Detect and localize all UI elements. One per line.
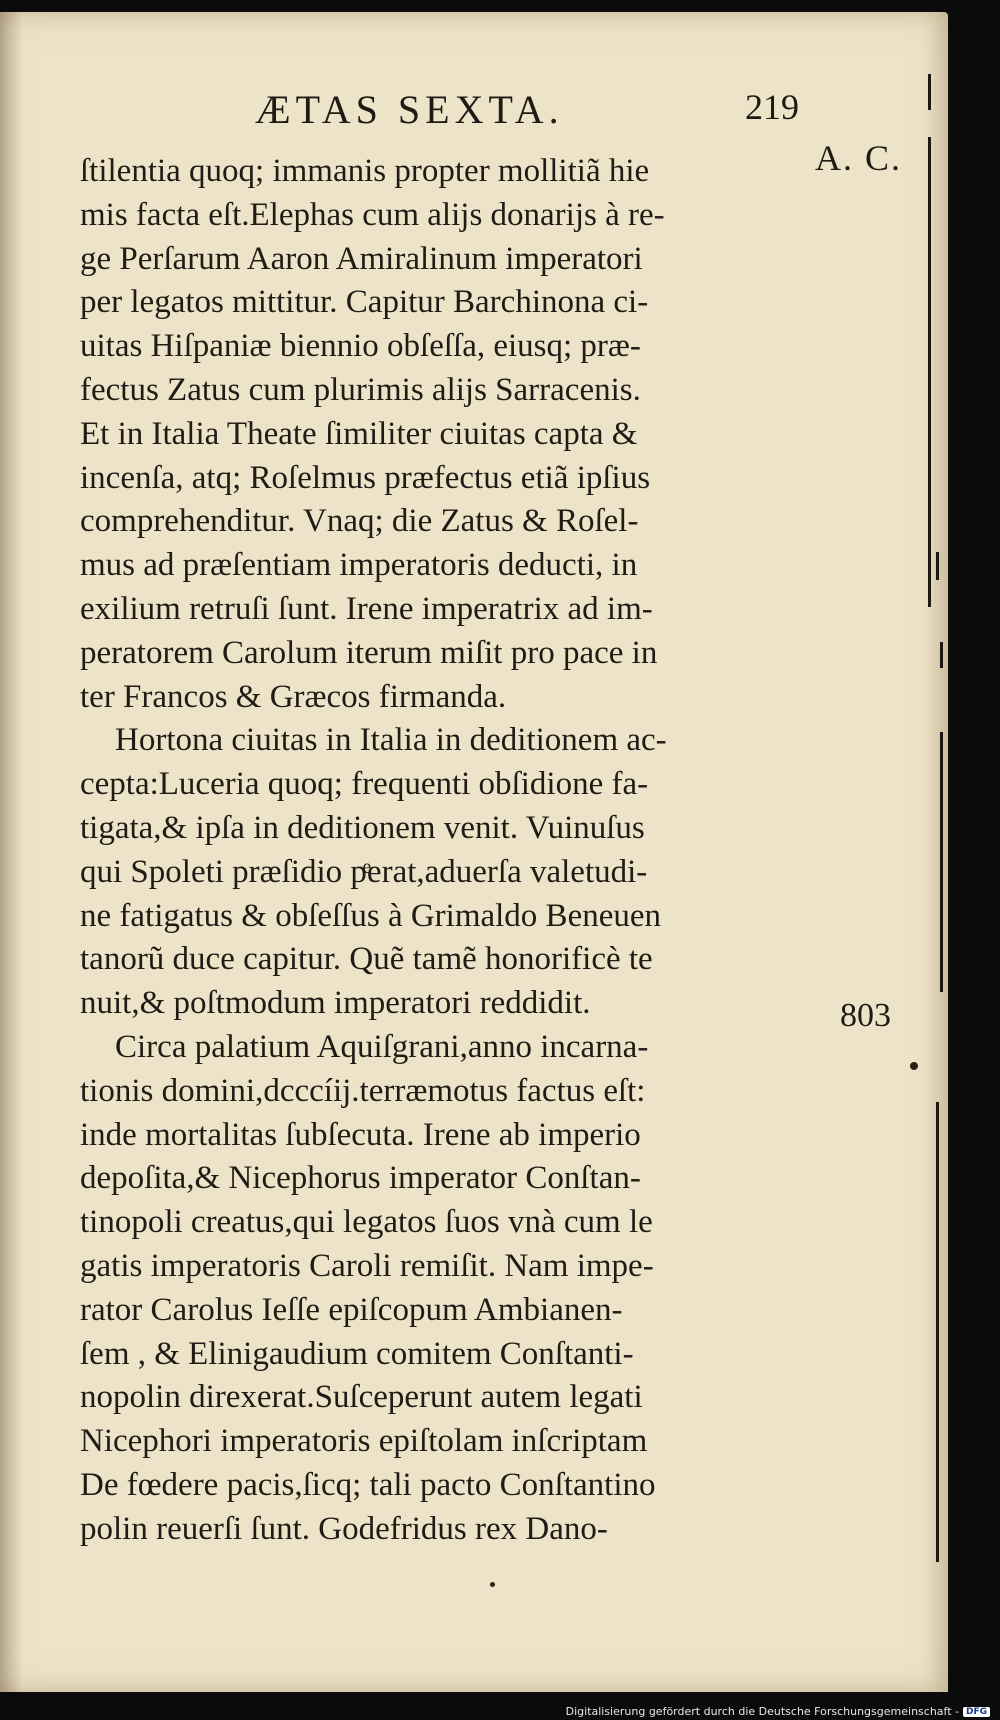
text-line: nuit,& poſtmodum imperatori reddidit. <box>80 985 591 1022</box>
text-line-paragraph-start: Hortona ciuitas in Italia in deditionem ac- <box>115 722 667 759</box>
margin-rule-top <box>928 74 931 110</box>
text-line: per legatos mittitur. Capitur Barchinona ci- <box>80 284 649 321</box>
margin-note-year: 803 <box>840 997 891 1034</box>
text-line: De fœdere pacis,ſicq; tali pacto Conſtantino <box>80 1466 656 1503</box>
text-line: mus ad præſentiam imperatoris deducti, in <box>80 547 638 584</box>
dfg-logo: DFG <box>963 1707 990 1717</box>
text-line: qui Spoleti præſidio pͤerat,aduerſa valetudi- <box>80 853 648 890</box>
text-line: uitas Hiſpaniæ biennio obſeſſa, eiusq; præ- <box>80 328 641 365</box>
running-head <box>0 82 948 142</box>
text-line: exilium retruſi ſunt. Irene imperatrix ad im- <box>80 590 653 627</box>
spine-shadow <box>0 12 22 1692</box>
text-line: tinopoli creatus,qui legatos ſuos vnà cum le <box>80 1204 653 1241</box>
margin-rule-mark-1 <box>936 552 939 580</box>
text-line: Nicephori imperatoris epiſtolam inſcriptam <box>80 1423 648 1460</box>
text-line: ſtilentia quoq; immanis propter mollitiã hie <box>80 153 650 189</box>
text-line: inde mortalitas ſubſecuta. Irene ab imperio <box>80 1116 641 1153</box>
page-number: 219 <box>745 87 799 127</box>
body-text <box>80 150 820 1552</box>
text-line: tanorũ duce capitur. Quẽ tamẽ honorificè te <box>80 941 653 978</box>
text-line: fectus Zatus cum plurimis alijs Sarracenis. <box>80 371 641 408</box>
margin-rule-mark-2 <box>940 642 943 668</box>
margin-rule-upper <box>928 137 931 607</box>
text-line: cepta:Luceria quoq; frequenti obſidione fa- <box>80 766 649 803</box>
text-line: mis facta eſt.Elephas cum alijs donarijs à re- <box>80 196 665 233</box>
text-line: nopolin direxerat.Suſceperunt autem legati <box>80 1379 643 1416</box>
text-line: ne fatigatus & obſeſſus à Grimaldo Beneuen <box>80 897 662 934</box>
text-line-paragraph-start: Circa palatium Aquiſgrani,anno incarna- <box>115 1028 649 1065</box>
text-line: polin reuerſi ſunt. Godefridus rex Dano- <box>80 1510 608 1547</box>
text-line: ſem , & Elinigaudium comitem Conſtanti- <box>80 1335 634 1372</box>
text-line: gatis imperatoris Caroli remiſit. Nam impe- <box>80 1247 654 1284</box>
margin-note-ac: A. C. <box>815 138 903 178</box>
digitization-credit <box>566 1705 990 1718</box>
ink-speck <box>910 1062 918 1070</box>
text-line: comprehenditur. Vnaq; die Zatus & Roſel- <box>80 503 639 540</box>
text-line: depoſita,& Nicephorus imperator Conſtan- <box>80 1160 641 1197</box>
text-line: peratorem Carolum iterum miſit pro pace in <box>80 634 658 671</box>
text-line: tigata,& ipſa in deditionem venit. Vuinuſus <box>80 809 645 846</box>
margin-rule-lower <box>936 1102 939 1562</box>
text-line: ge Perſarum Aaron Amiralinum imperatori <box>80 240 643 277</box>
text-line: Et in Italia Theate ſimiliter ciuitas capta & <box>80 415 638 452</box>
text-line: incenſa, atq; Roſelmus præfectus etiã ipſius <box>80 459 651 496</box>
text-line: tionis domini,dcccíij.terræmotus factus eſt: <box>80 1072 646 1109</box>
running-head-title: ÆTAS SEXTA. <box>255 87 564 132</box>
ink-speck <box>490 1582 495 1587</box>
text-line: ter Francos & Græcos firmanda. <box>80 678 507 715</box>
margin-rule-middle <box>940 732 943 992</box>
book-page <box>0 12 948 1692</box>
text-line: rator Carolus Ieſſe epiſcopum Ambianen- <box>80 1291 623 1328</box>
credit-text: Digitalisierung gefördert durch die Deutsche Forschungsgemeinschaft - <box>565 1705 959 1718</box>
